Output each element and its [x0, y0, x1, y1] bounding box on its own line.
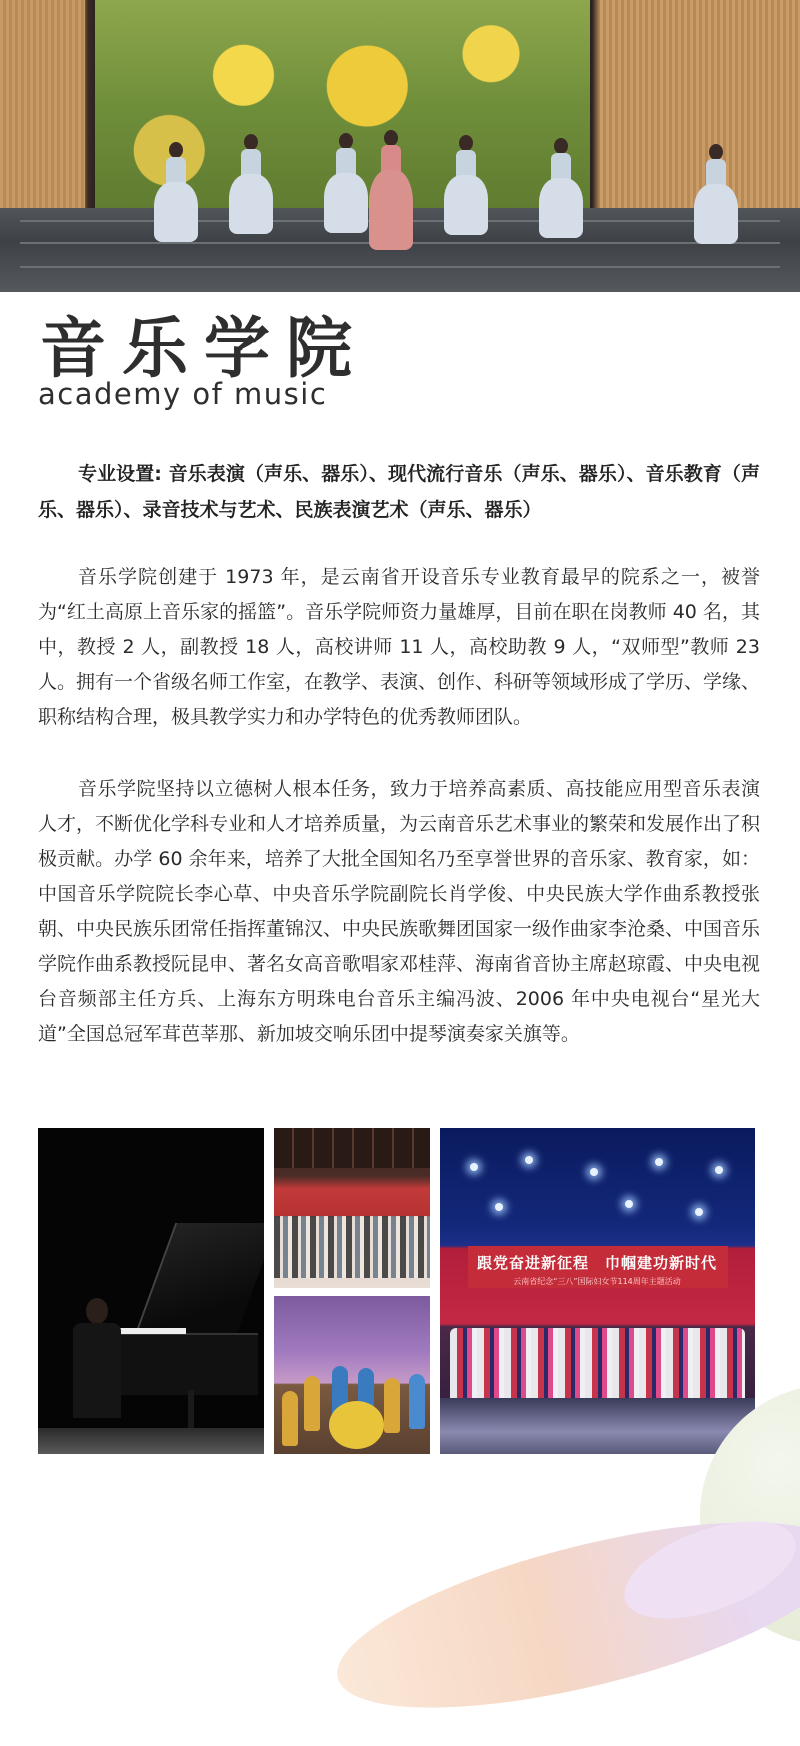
stage-event-photo: [440, 1128, 755, 1454]
event-banner-title: 跟党奋进新征程 巾帼建功新时代: [476, 1254, 717, 1272]
hero-photo: [0, 0, 800, 292]
event-banner-subtitle: 云南省纪念“三八”国际妇女节114周年主题活动: [513, 1277, 681, 1286]
majors-text: 专业设置: 音乐表演（声乐、器乐）、现代流行音乐（声乐、器乐）、音乐教育（声乐、器乐）、录音技术与艺术、民族表演艺术（声乐、器乐）: [38, 463, 760, 521]
dance-performance-photo: [274, 1296, 430, 1454]
page-subtitle: academy of music: [38, 377, 328, 411]
intro-paragraph: 音乐学院创建于 1973 年，是云南省开设音乐专业教育最早的院系之一，被誉为“红土高原上音乐家的摇篮”。音乐学院师资力量雄厚，目前在职在岗教师 40 名，其中，教授 2 人，副教授 18 人，高校讲师 11 人，高校助教 9 人，“双师型”教师 23 人。拥有一个省级名师工作室，在教学、表演、创作、科研等领域形成了学历、学缘、职称结构合理，极具教学实力和办学特色的优秀教师团队。: [38, 566, 761, 728]
page-title: 音乐学院: [40, 310, 368, 387]
alumni-paragraph: 音乐学院坚持以立德树人根本任务，致力于培养高素质、高技能应用型音乐表演人才，不断优化学科专业和人才培养质量，为云南音乐艺术事业的繁荣和发展作出了积极贡献。办学 60 余年来，培养了大批全国知名乃至享誉世界的音乐家、教育家，如：中国音乐学院院长李心草、中央音乐学院副院长肖学俊、中央民族大学作曲系教授张朝、中央民族乐团常任指挥董锦汉、中央民族歌舞团国家一级作曲家李沧桑、中国音乐学院作曲系教授阮昆申、著名女高音歌唱家邓桂萍、海南省音协主席赵琼霞、中央电视台音频部主任方兵、上海东方明珠电台音乐主编冯波、2006 年中央电视台“星光大道”全国总冠军茸芭莘那、新加坡交响乐团中提琴演奏家关旗等。: [38, 778, 761, 1045]
piano-performance-photo: [38, 1128, 264, 1454]
group-photo: [274, 1128, 430, 1288]
